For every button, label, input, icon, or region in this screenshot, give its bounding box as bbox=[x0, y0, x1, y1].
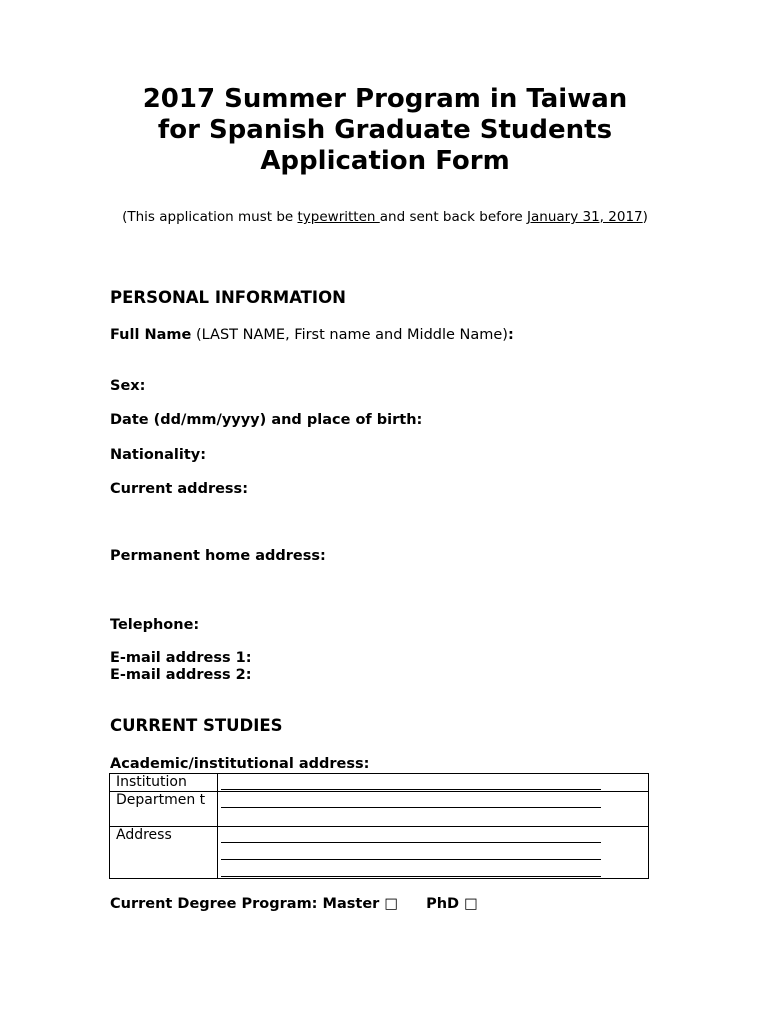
degree-label: Current Degree Program: bbox=[110, 896, 318, 912]
institution-field[interactable] bbox=[218, 774, 649, 792]
address-label: Address bbox=[110, 827, 218, 879]
personal-information-heading: PERSONAL INFORMATION bbox=[110, 288, 346, 307]
title-line-1: 2017 Summer Program in Taiwan bbox=[142, 84, 628, 114]
full-name-hint: (LAST NAME, First name and Middle Name) bbox=[191, 327, 508, 343]
address-field[interactable] bbox=[218, 827, 649, 879]
email-1-label: E-mail address 1: bbox=[110, 650, 252, 666]
address-row bbox=[110, 827, 649, 879]
academic-address-label: Academic/institutional address: bbox=[110, 756, 370, 772]
current-address-label: Current address: bbox=[110, 481, 248, 497]
title-line-2: for Spanish Graduate Students bbox=[157, 115, 613, 145]
current-studies-heading: CURRENT STUDIES bbox=[110, 716, 283, 735]
note-deadline: January 31, 2017 bbox=[527, 209, 643, 225]
department-label: Departmen t bbox=[110, 792, 218, 827]
phd-checkbox[interactable]: □ bbox=[464, 896, 478, 912]
nationality-label: Nationality: bbox=[110, 447, 207, 463]
current-degree-program bbox=[110, 896, 478, 912]
institution-label: Institution bbox=[110, 774, 218, 792]
form-title bbox=[80, 84, 690, 177]
department-row bbox=[110, 792, 649, 827]
full-name-text: Full Name bbox=[110, 327, 192, 343]
permanent-address-label: Permanent home address: bbox=[110, 548, 326, 564]
full-name-label bbox=[110, 327, 514, 343]
note-middle: and sent back before bbox=[379, 209, 528, 225]
email-2-label: E-mail address 2: bbox=[110, 667, 252, 683]
note-typewritten: typewritten bbox=[297, 209, 380, 225]
master-label: Master bbox=[322, 896, 380, 912]
note-suffix: ) bbox=[642, 209, 648, 225]
submission-note bbox=[110, 209, 660, 225]
note-prefix: (This application must be bbox=[122, 209, 298, 225]
phd-label: PhD bbox=[426, 896, 460, 912]
sex-label: Sex: bbox=[110, 378, 146, 394]
title-line-3: Application Form bbox=[260, 146, 510, 176]
full-name-colon: : bbox=[507, 327, 514, 343]
date-place-of-birth-label: Date (dd/mm/yyyy) and place of birth: bbox=[110, 412, 423, 428]
academic-address-table bbox=[109, 773, 649, 879]
telephone-label: Telephone: bbox=[110, 617, 200, 633]
department-field[interactable] bbox=[218, 792, 649, 827]
master-checkbox[interactable]: □ bbox=[384, 896, 399, 912]
institution-row bbox=[110, 774, 649, 792]
